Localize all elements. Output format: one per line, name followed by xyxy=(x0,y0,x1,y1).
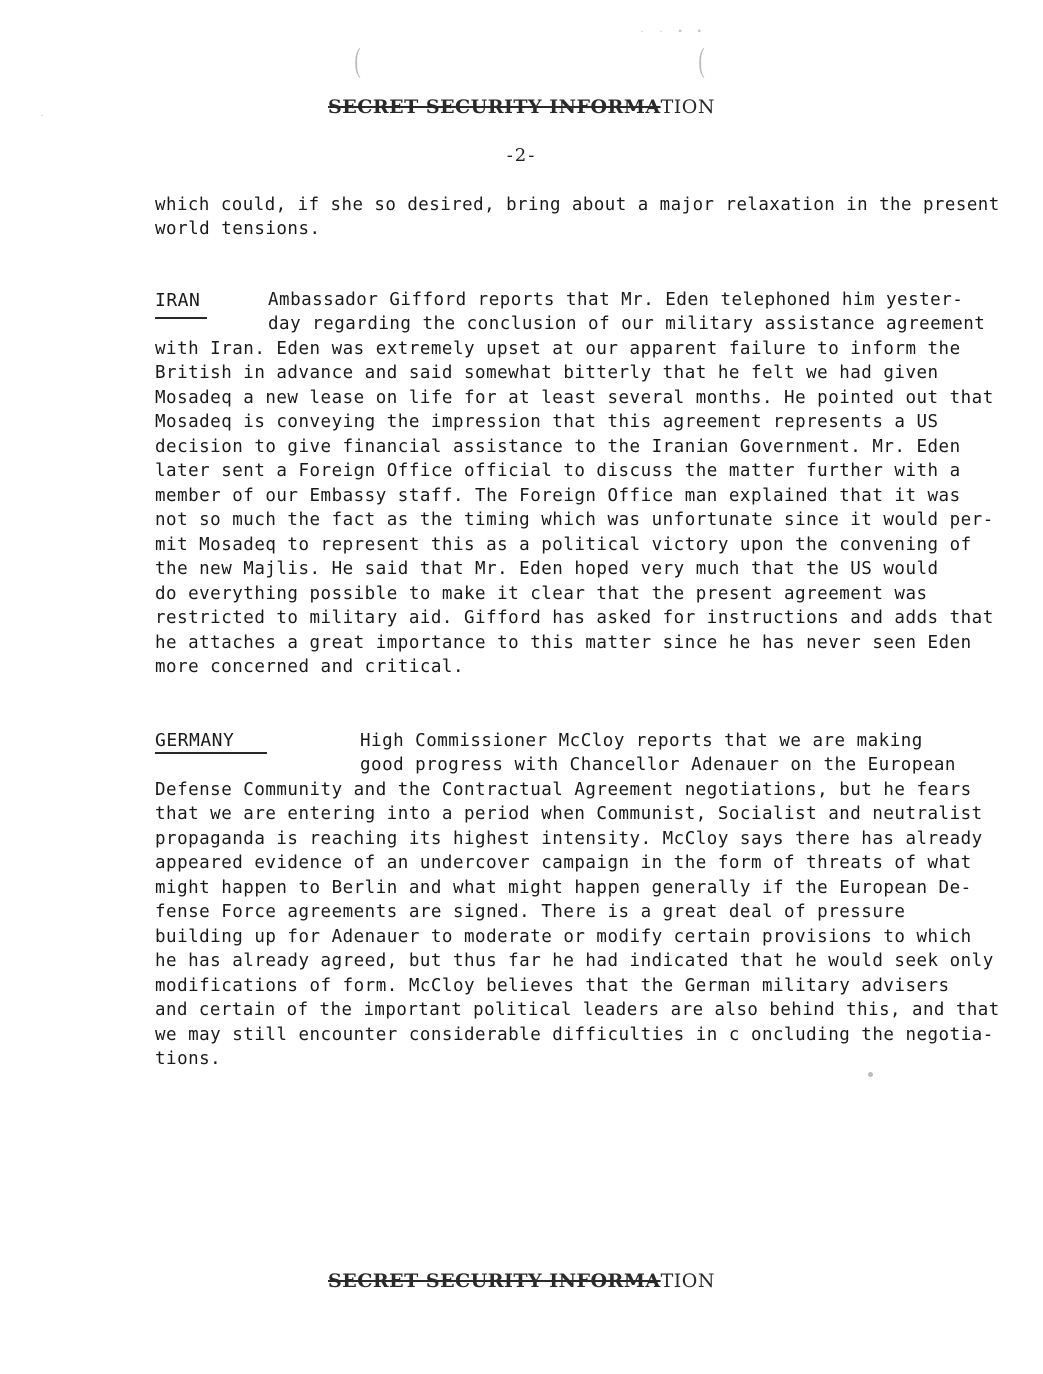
iran-line: Ambassador Gifford reports that Mr. Eden telephoned him yester- xyxy=(268,290,964,310)
iran-line: restricted to military aid. Gifford has asked for instructions and adds that xyxy=(155,608,994,628)
germany-line: might happen to Berlin and what might happen generally if the European De- xyxy=(155,878,972,898)
germany-line: building up for Adenauer to moderate or modify certain provisions to which xyxy=(155,927,972,947)
header-classification-tail: TION xyxy=(660,96,715,118)
iran-line: Mosadeq is conveying the impression that this agreement represents a US xyxy=(155,412,939,432)
germany-line: and certain of the important political leaders are also behind this, and that xyxy=(155,1000,1000,1020)
iran-line: decision to give financial assistance to the Iranian Government. Mr. Eden xyxy=(155,437,961,457)
footer-classification-tail: TION xyxy=(660,1270,715,1292)
heading-underline-iran xyxy=(155,317,207,319)
iran-line: do everything possible to make it clear that the present agreement was xyxy=(155,584,928,604)
germany-line: modifications of form. McCloy believes that the German military advisers xyxy=(155,976,950,996)
germany-line: propaganda is reaching its highest intensity. McCloy says there has already xyxy=(155,829,983,849)
scan-specks-left: · xyxy=(40,108,50,122)
germany-line: good progress with Chancellor Adenauer on the European xyxy=(360,755,956,775)
scan-mark-left: ( xyxy=(354,42,361,79)
iran-line: not so much the fact as the timing which was unfortunate since it would per- xyxy=(155,510,994,530)
scan-specks: · · • • xyxy=(640,24,708,38)
iran-line: mit Mosadeq to represent this as a political victory upon the convening of xyxy=(155,535,972,555)
iran-line: the new Majlis. He said that Mr. Eden hoped very much that the US would xyxy=(155,559,939,579)
section-heading-germany: GERMANY xyxy=(155,730,235,751)
page-number: -2- xyxy=(506,145,537,166)
germany-line: fense Force agreements are signed. There is a great deal of pressure xyxy=(155,902,906,922)
iran-line: with Iran. Eden was extremely upset at our apparent failure to inform the xyxy=(155,339,961,359)
iran-line: day regarding the conclusion of our military assistance agreement xyxy=(268,314,986,334)
iran-line: later sent a Foreign Office official to discuss the matter further with a xyxy=(155,461,961,481)
footer-classification-struck: SECRET SECURITY INFORMA xyxy=(328,1270,661,1292)
germany-line: tions. xyxy=(155,1049,222,1069)
germany-line: appeared evidence of an undercover campaign in the form of threats of what xyxy=(155,853,972,873)
germany-line: High Commissioner McCloy reports that we are making xyxy=(360,731,923,751)
iran-line: Mosadeq a new lease on life for at least several months. He pointed out that xyxy=(155,388,994,408)
germany-line: Defense Community and the Contractual Agreement negotiations, but he fears xyxy=(155,780,972,800)
germany-line: we may still encounter considerable difficulties in c oncluding the negotia- xyxy=(155,1025,994,1045)
iran-line: he attaches a great importance to this matter since he has never seen Eden xyxy=(155,633,972,653)
iran-line: more concerned and critical. xyxy=(155,657,465,677)
header-classification xyxy=(0,96,1043,118)
iran-line: British in advance and said somewhat bitterly that he felt we had given xyxy=(155,363,939,383)
germany-line: that we are entering into a period when Communist, Socialist and neutralist xyxy=(155,804,983,824)
scan-mark-right: ( xyxy=(698,42,705,79)
scan-dot xyxy=(868,1072,873,1077)
heading-underline-germany xyxy=(155,752,267,754)
iran-line: member of our Embassy staff. The Foreign Office man explained that it was xyxy=(155,486,961,506)
footer-classification xyxy=(0,1270,1043,1292)
section-heading-iran: IRAN xyxy=(155,290,201,311)
germany-line: he has already agreed, but thus far he had indicated that he would seek only xyxy=(155,951,994,971)
header-classification-struck: SECRET SECURITY INFORMA xyxy=(328,96,661,118)
intro-line: world tensions. xyxy=(155,219,321,239)
intro-line: which could, if she so desired, bring about a major relaxation in the present xyxy=(155,195,1000,215)
